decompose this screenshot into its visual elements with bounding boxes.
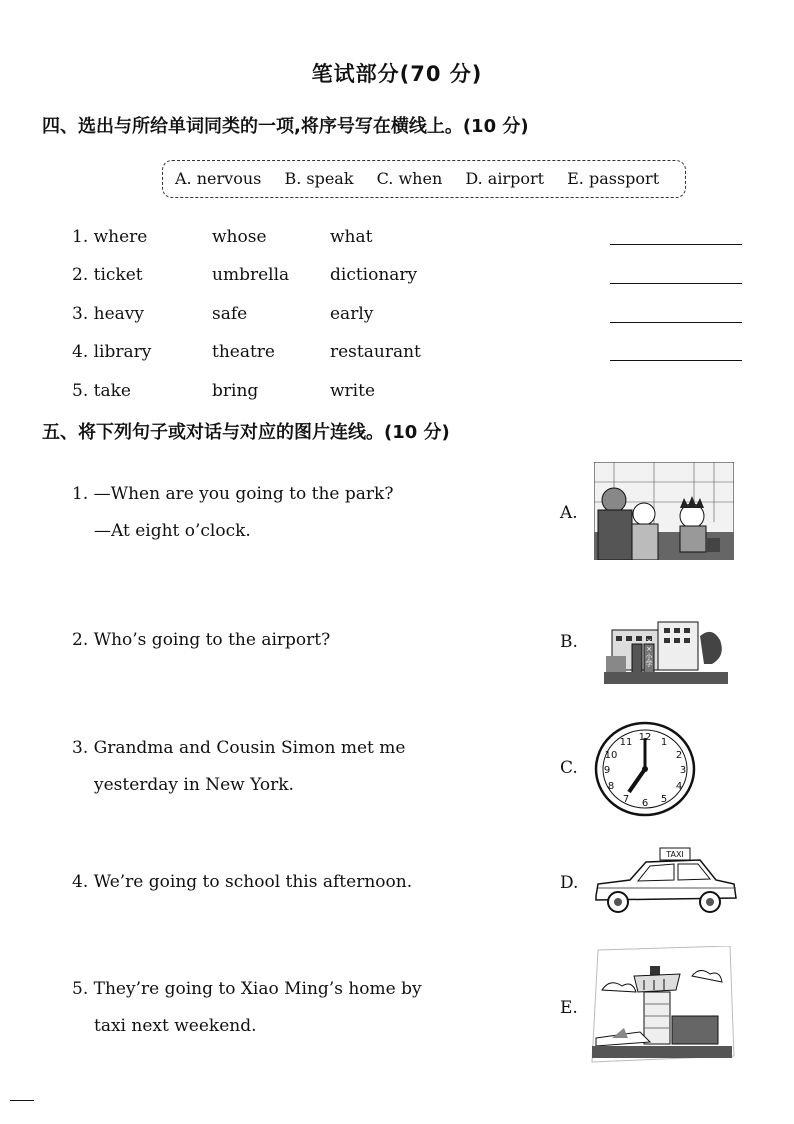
- sentence-2-line-1: 2. Who’s going to the airport?: [72, 630, 331, 650]
- svg-text:5: 5: [660, 794, 668, 805]
- row-3-word-3: early: [330, 304, 374, 324]
- row-2-word-2: umbrella: [212, 265, 290, 285]
- sentence-3-line-1: 3. Grandma and Cousin Simon met me: [72, 738, 406, 758]
- svg-text:1: 1: [660, 737, 668, 748]
- option-c: C. when: [376, 169, 443, 188]
- section-5-heading: 五、将下列句子或对话与对应的图片连线。(10 分): [42, 422, 450, 443]
- school-picture[interactable]: [604, 616, 728, 684]
- letter-d: D.: [560, 873, 579, 893]
- svg-text:7: 7: [622, 794, 630, 805]
- option-e: E. passport: [567, 169, 660, 188]
- answer-blank-4[interactable]: [610, 360, 742, 361]
- taxi-picture[interactable]: [590, 846, 740, 916]
- row-4-word-1: 4. library: [72, 342, 152, 362]
- sentence-5: [72, 971, 432, 1045]
- footer-line: [10, 1100, 34, 1101]
- letter-c: C.: [560, 758, 578, 778]
- row-1-word-2: whose: [212, 227, 267, 247]
- letter-e: E.: [560, 998, 578, 1018]
- airport-picture[interactable]: [588, 946, 736, 1064]
- svg-text:4: 4: [675, 781, 683, 792]
- sentence-1-line-2: —At eight o’clock.: [94, 521, 251, 541]
- sentence-1-line-1: 1. —When are you going to the park?: [72, 484, 394, 504]
- row-4-word-2: theatre: [212, 342, 275, 362]
- svg-text:12: 12: [638, 732, 652, 743]
- row-1-word-1: 1. where: [72, 227, 148, 247]
- options-list: [175, 169, 659, 188]
- school-sign-text: ××小学: [645, 637, 653, 667]
- answer-blank-2[interactable]: [610, 283, 742, 284]
- svg-text:8: 8: [607, 781, 615, 792]
- letter-b: B.: [560, 632, 578, 652]
- page-title: 笔试部分(70 分): [311, 62, 483, 86]
- answer-blank-3[interactable]: [610, 322, 742, 323]
- row-5-word-3: write: [330, 381, 376, 401]
- row-2-word-1: 2. ticket: [72, 265, 143, 285]
- svg-text:11: 11: [619, 737, 633, 748]
- sentence-3: [72, 730, 432, 804]
- row-4-word-3: restaurant: [330, 342, 421, 362]
- sentence-4: [72, 864, 472, 901]
- sentence-4-line-1: 4. We’re going to school this afternoon.: [72, 872, 413, 892]
- svg-text:9: 9: [603, 765, 611, 776]
- row-3-word-1: 3. heavy: [72, 304, 144, 324]
- sentence-1: [72, 476, 432, 550]
- row-5-word-1: 5. take: [72, 381, 131, 401]
- letter-a: A.: [560, 503, 578, 523]
- sentence-2: [72, 622, 432, 659]
- sentence-5-line-1: 5. They’re going to Xiao Ming’s home by: [72, 979, 422, 999]
- clock-picture[interactable]: [593, 720, 697, 818]
- row-2-word-3: dictionary: [330, 265, 418, 285]
- svg-text:2: 2: [675, 750, 683, 761]
- row-3-word-2: safe: [212, 304, 248, 324]
- taxi-sign-text: TAXI: [666, 850, 684, 859]
- sentence-3-line-2: yesterday in New York.: [94, 775, 294, 795]
- option-d: D. airport: [465, 169, 545, 188]
- option-a: A. nervous: [175, 169, 262, 188]
- row-1-word-3: what: [330, 227, 373, 247]
- people-street-picture[interactable]: [594, 462, 734, 560]
- svg-text:3: 3: [679, 765, 687, 776]
- answer-blank-1[interactable]: [610, 244, 742, 245]
- svg-text:10: 10: [604, 750, 618, 761]
- section-4-heading: 四、选出与所给单词同类的一项,将序号写在横线上。(10 分): [42, 116, 529, 137]
- svg-text:6: 6: [641, 798, 649, 809]
- row-5-word-2: bring: [212, 381, 259, 401]
- sentence-5-line-2: taxi next weekend.: [94, 1016, 257, 1036]
- option-b: B. speak: [284, 169, 354, 188]
